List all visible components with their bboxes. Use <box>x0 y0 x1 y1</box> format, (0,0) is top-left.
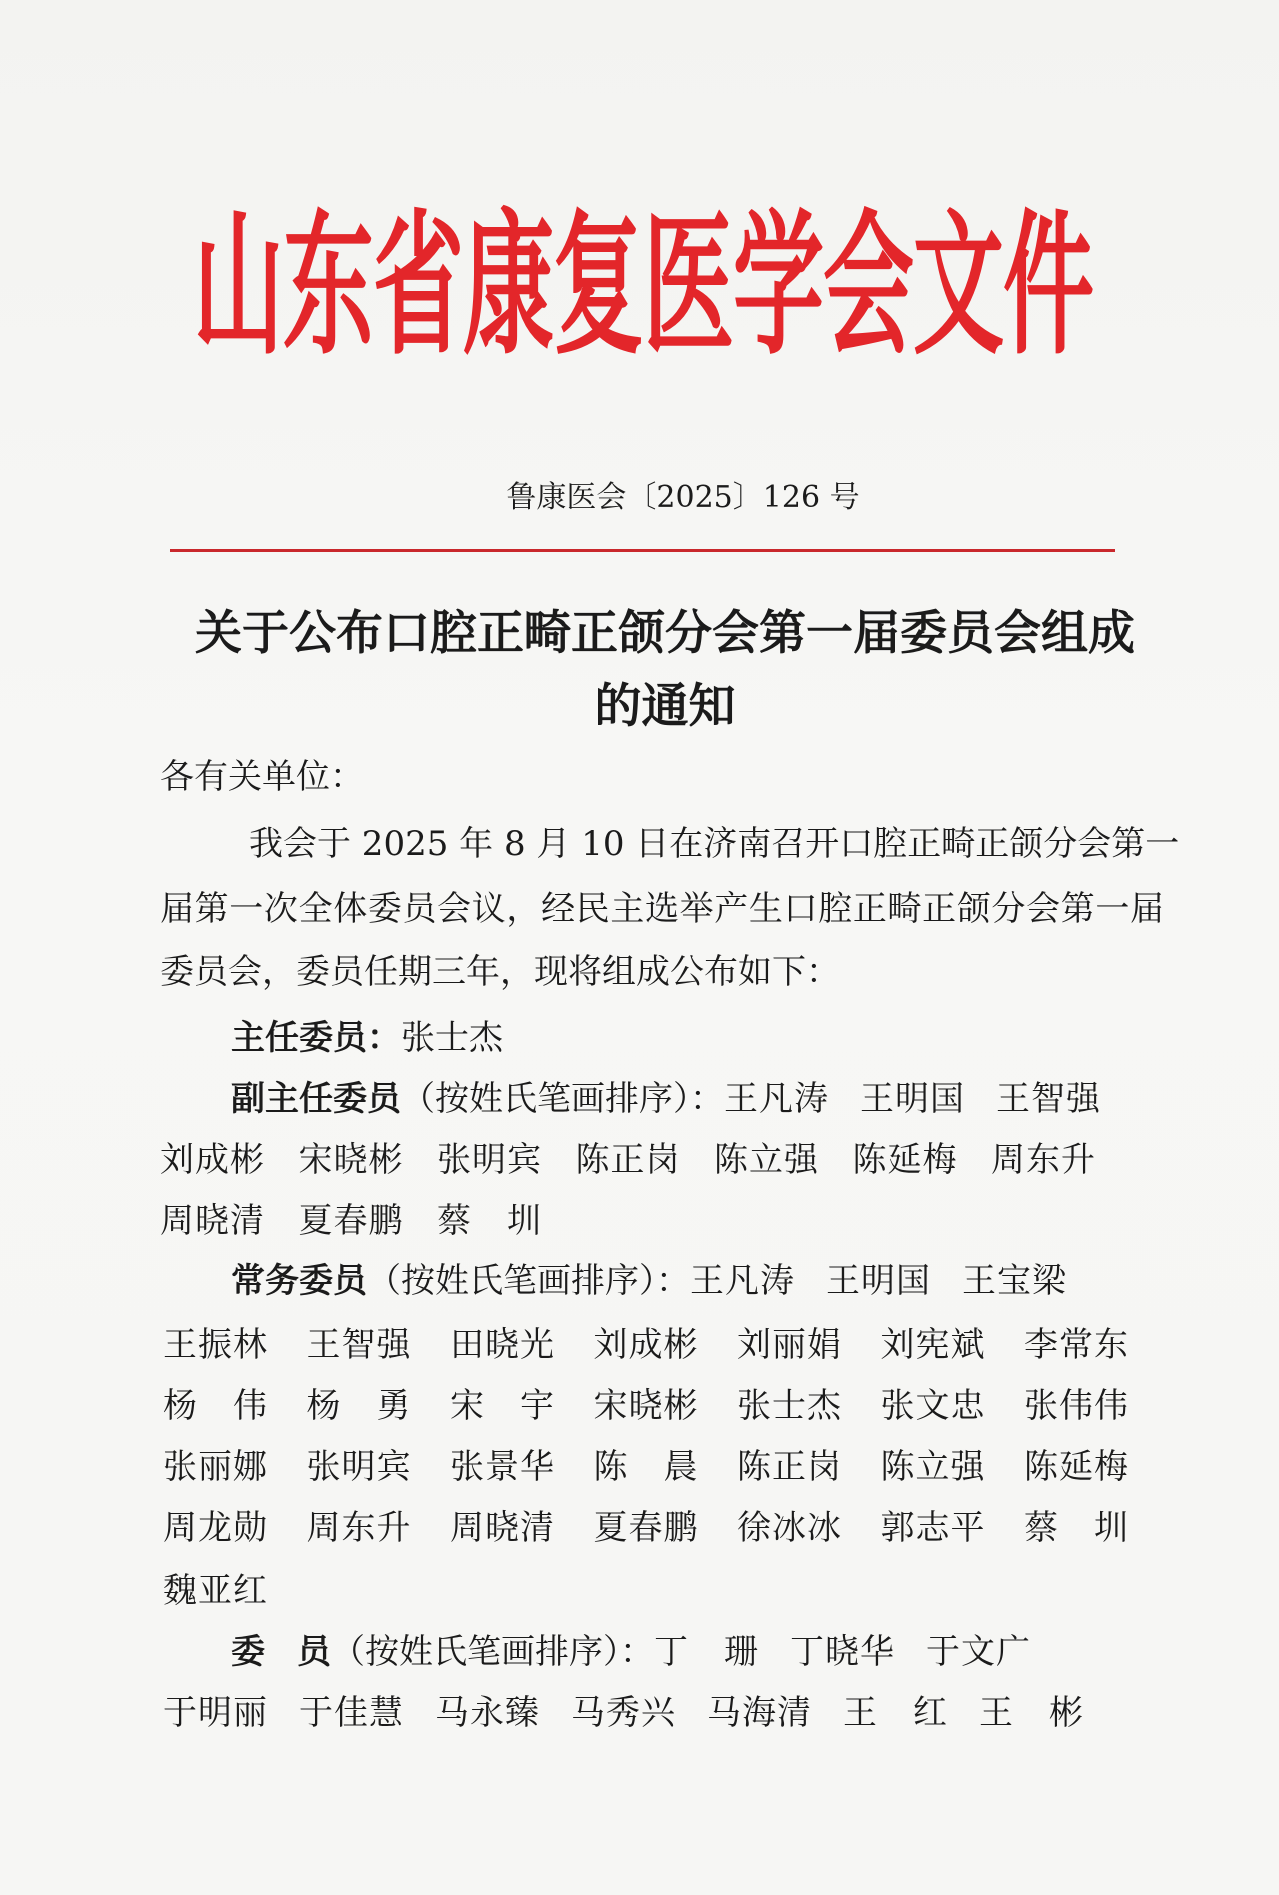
member-name: 王振林 <box>163 1325 267 1365</box>
notice-title-line-2: 的通知 <box>594 679 736 734</box>
member-name: 陈正岗 <box>575 1140 680 1180</box>
member-name: 宋晓彬 <box>298 1140 403 1180</box>
member-name: 王智强 <box>996 1079 1100 1119</box>
greeting: 各有关单位： <box>160 757 364 797</box>
name-row <box>0 1508 1279 1548</box>
name-row <box>0 1693 1279 1733</box>
member-name: 周晓清 <box>160 1201 264 1241</box>
member-name: 王智强 <box>306 1325 411 1365</box>
name-row <box>0 1140 1279 1180</box>
member-name: 张明宾 <box>437 1140 541 1180</box>
member-name: 夏春鹏 <box>298 1201 403 1241</box>
member-name: 刘丽娟 <box>737 1325 841 1365</box>
sort-order-note: （按姓氏笔画排序）： <box>331 1632 654 1672</box>
member-name: 周龙勋 <box>163 1508 267 1548</box>
section-heading-line <box>231 1632 1030 1672</box>
member-name: 宋晓彬 <box>593 1386 698 1426</box>
member-name: 刘成彬 <box>593 1325 698 1365</box>
member-name: 张明宾 <box>306 1447 411 1487</box>
red-divider-line <box>170 549 1115 552</box>
member-name: 徐冰冰 <box>737 1508 841 1548</box>
member-name: 王 红 <box>843 1693 947 1733</box>
member-name: 于明丽 <box>163 1693 267 1733</box>
member-name: 王宝梁 <box>962 1261 1066 1301</box>
member-name: 王凡涛 <box>690 1261 794 1301</box>
member-name: 于文广 <box>926 1632 1030 1672</box>
member-name: 张士杰 <box>737 1386 841 1426</box>
name-row <box>0 1447 1279 1487</box>
intro-paragraph-line: 我会于 2025 年 8 月 10 日在济南召开口腔正畸正颌分会第一 <box>249 824 1180 864</box>
member-name: 陈延梅 <box>852 1140 957 1180</box>
document-header-title: 山东省康复医学会文件 <box>192 197 1093 377</box>
name-row <box>0 1386 1279 1426</box>
member-name: 王明国 <box>860 1079 964 1119</box>
member-name: 丁 珊 <box>654 1632 758 1672</box>
name-row <box>0 1325 1279 1365</box>
section-heading-line <box>231 1261 1066 1301</box>
director-label: 主任委员： <box>231 1018 401 1058</box>
member-name: 蔡 圳 <box>437 1201 541 1241</box>
member-name: 陈延梅 <box>1024 1447 1128 1487</box>
member-name: 王 彬 <box>979 1693 1083 1733</box>
member-name: 陈立强 <box>880 1447 985 1487</box>
member-name: 马海清 <box>707 1693 811 1733</box>
sort-order-note: （按姓氏笔画排序）： <box>401 1079 724 1119</box>
member-name: 王凡涛 <box>724 1079 828 1119</box>
member-name: 田晓光 <box>450 1325 554 1365</box>
member-name: 周东升 <box>306 1508 411 1548</box>
member-name: 陈 晨 <box>593 1447 698 1487</box>
member-name: 陈正岗 <box>737 1447 841 1487</box>
member-name: 夏春鹏 <box>593 1508 698 1548</box>
member-name: 魏亚红 <box>163 1571 267 1611</box>
member-name: 张文忠 <box>880 1386 985 1426</box>
name-row <box>0 1201 1279 1241</box>
member-name: 马秀兴 <box>571 1693 675 1733</box>
director-line <box>231 1018 503 1058</box>
member-name: 张景华 <box>450 1447 554 1487</box>
sort-order-note: （按姓氏笔画排序）： <box>367 1261 690 1301</box>
member-name: 张伟伟 <box>1024 1386 1128 1426</box>
intro-paragraph-line: 委员会，委员任期三年，现将组成公布如下： <box>160 952 840 992</box>
member-name: 周晓清 <box>450 1508 554 1548</box>
member-name: 丁晓华 <box>790 1632 894 1672</box>
member-name: 杨 伟 <box>163 1386 267 1426</box>
section-label: 常务委员 <box>231 1261 367 1301</box>
member-name: 郭志平 <box>880 1508 985 1548</box>
document-number: 鲁康医会〔2025〕126 号 <box>506 480 860 515</box>
notice-title-line-1: 关于公布口腔正畸正颌分会第一届委员会组成 <box>195 606 1135 661</box>
member-name: 蔡 圳 <box>1024 1508 1128 1548</box>
section-label: 副主任委员 <box>231 1079 401 1119</box>
member-name: 陈立强 <box>714 1140 818 1180</box>
member-name: 李常东 <box>1024 1325 1128 1365</box>
member-name: 张丽娜 <box>163 1447 267 1487</box>
section-heading-line <box>231 1079 1100 1119</box>
member-name: 刘宪斌 <box>880 1325 985 1365</box>
member-name: 于佳慧 <box>299 1693 403 1733</box>
name-row <box>0 1571 1279 1611</box>
member-name: 杨 勇 <box>306 1386 411 1426</box>
member-name: 宋 宇 <box>450 1386 554 1426</box>
section-label: 委 员 <box>231 1632 331 1672</box>
member-name: 马永臻 <box>435 1693 539 1733</box>
member-name: 刘成彬 <box>160 1140 264 1180</box>
intro-paragraph-line: 届第一次全体委员会议，经民主选举产生口腔正畸正颌分会第一届 <box>160 889 1164 929</box>
director-name: 张士杰 <box>401 1018 503 1058</box>
member-name: 周东升 <box>991 1140 1095 1180</box>
member-name: 王明国 <box>826 1261 930 1301</box>
